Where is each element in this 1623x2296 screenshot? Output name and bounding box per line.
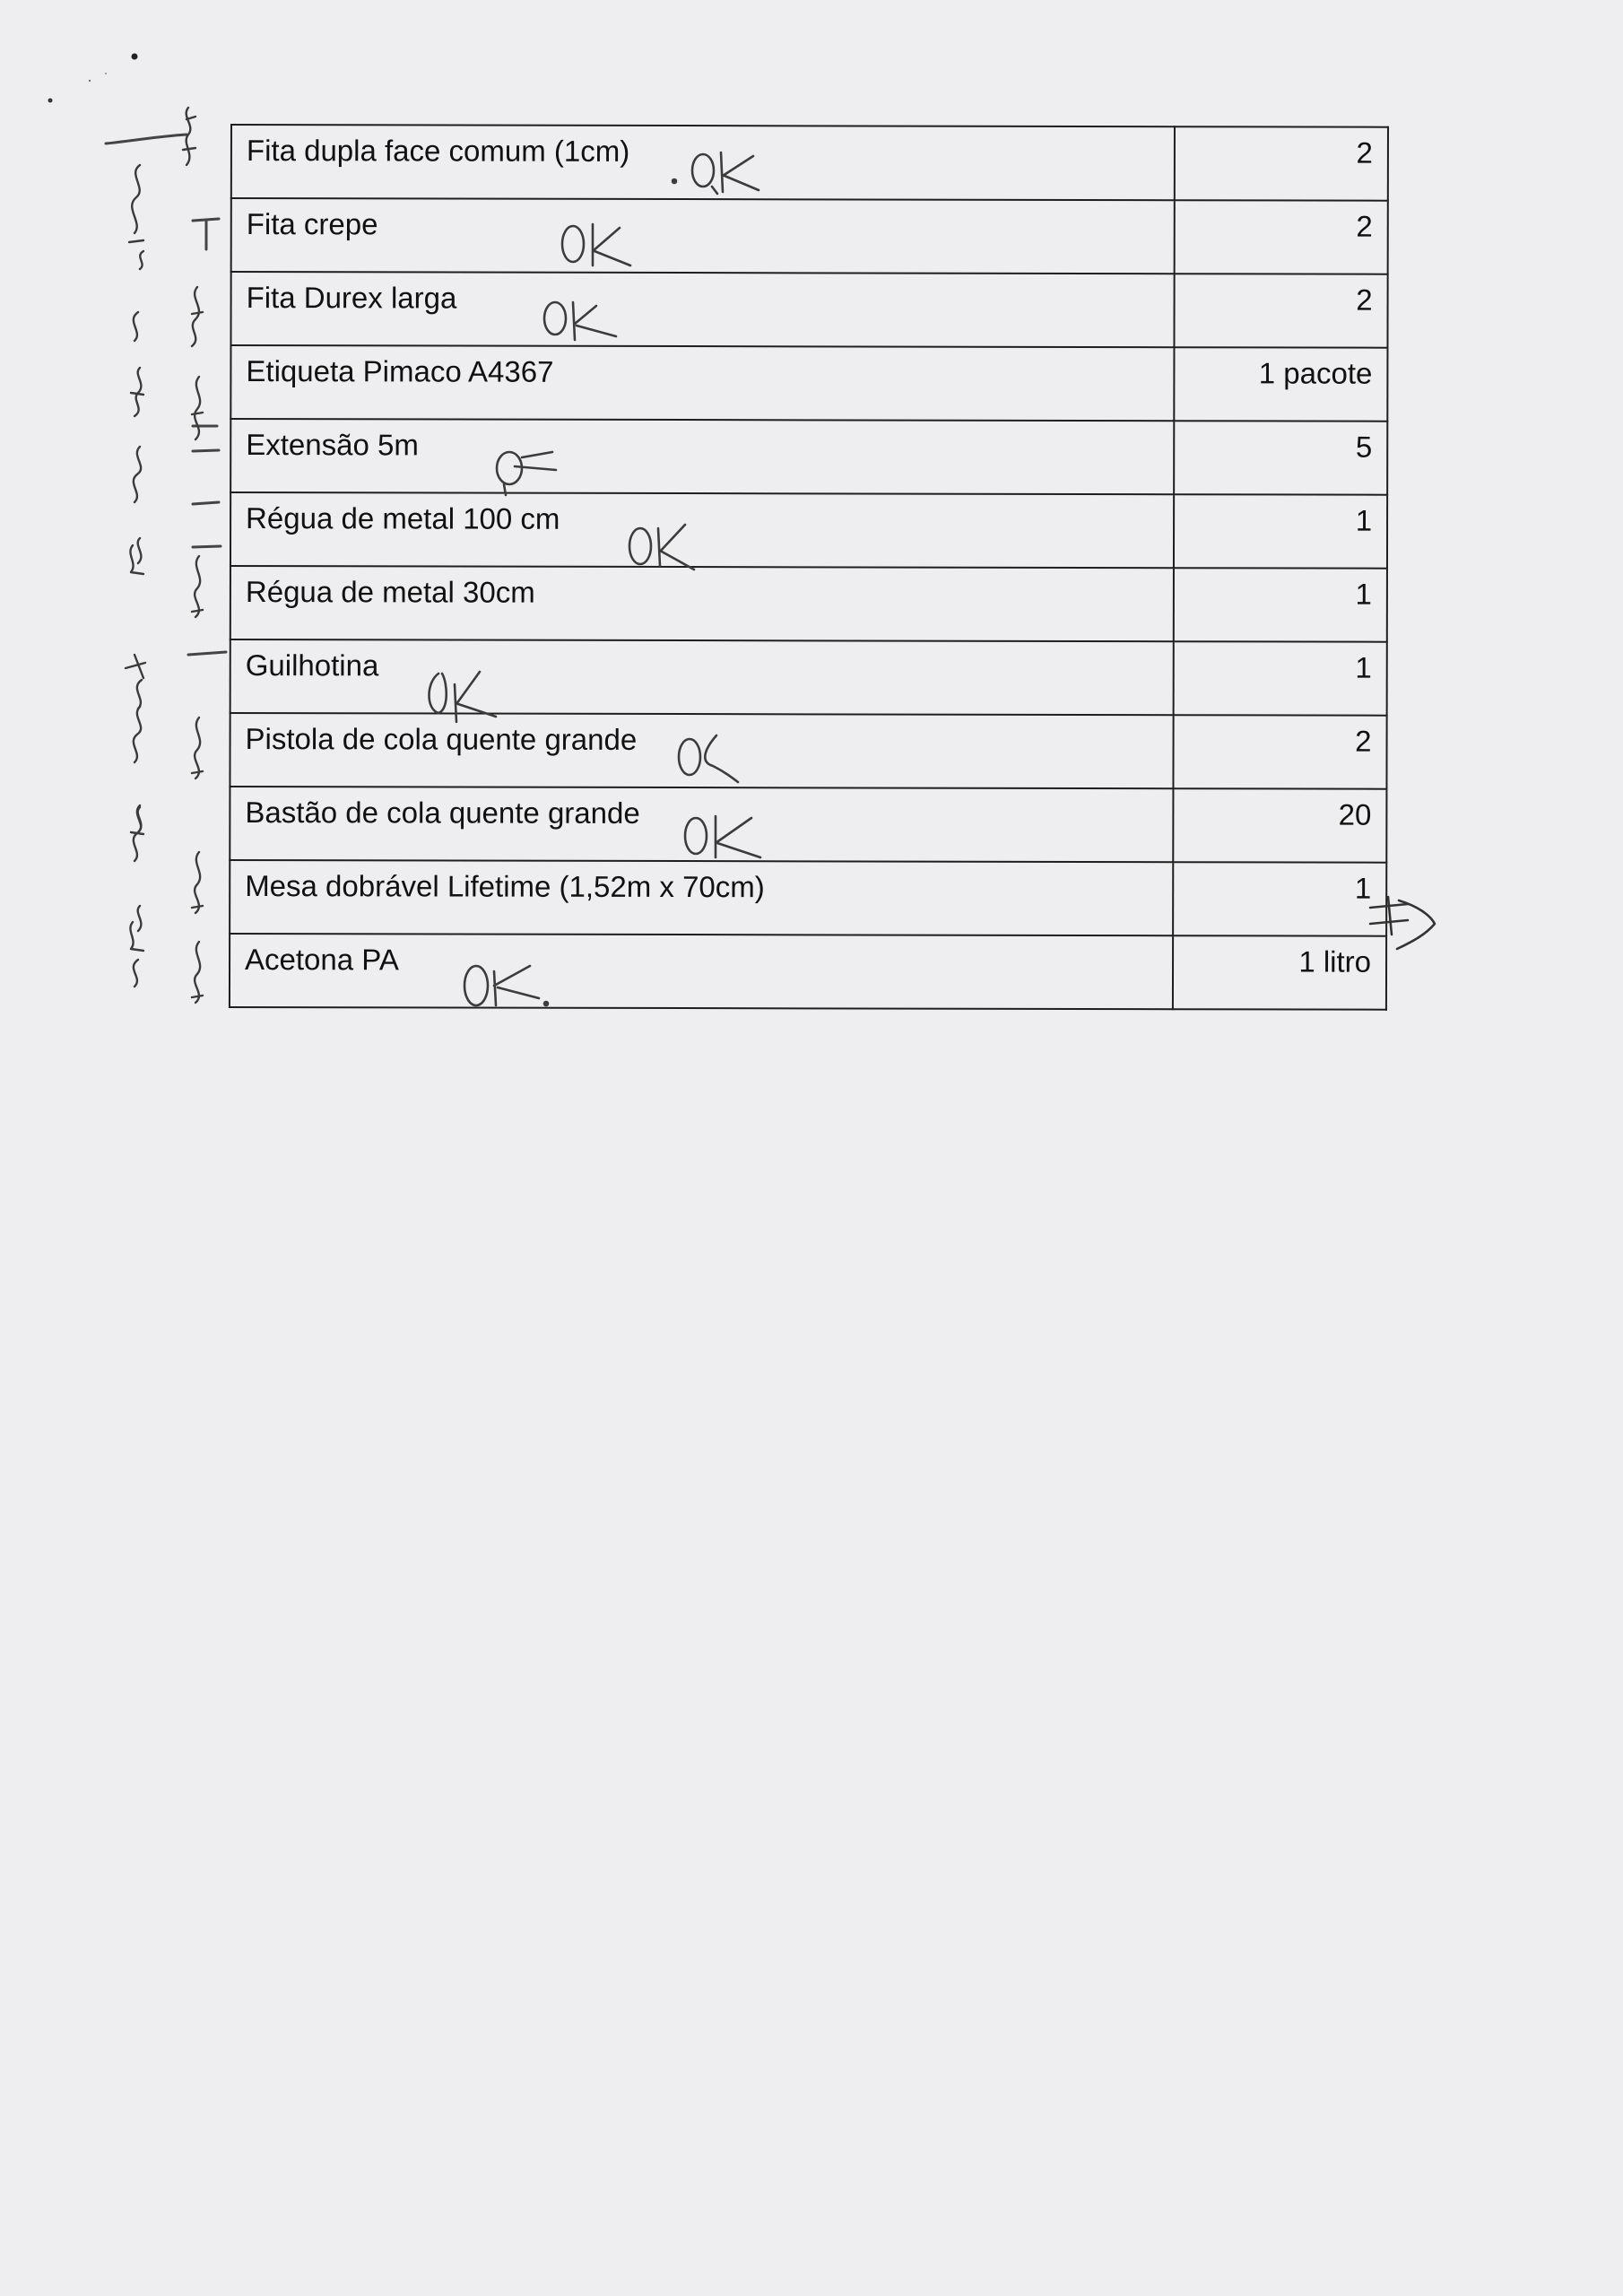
scribble-1 <box>183 108 195 165</box>
margin-scribbles <box>126 108 203 1003</box>
item-qty: 1 pacote <box>1258 356 1373 390</box>
ink-speck <box>48 99 53 103</box>
item-qty-cell <box>1175 200 1388 274</box>
pencil-tick <box>106 135 187 144</box>
scribble-4 <box>131 312 143 416</box>
item-name: Guilhotina <box>245 648 379 683</box>
item-name: Régua de metal 30cm <box>245 575 535 609</box>
item-qty: 1 <box>1354 871 1372 905</box>
item-qty-cell <box>1174 715 1387 788</box>
scribble-11 <box>192 852 203 913</box>
table-row <box>230 860 1386 936</box>
item-name: Mesa dobrável Lifetime (1,52m x 70cm) <box>245 869 765 904</box>
item-name: Fita crepe <box>246 207 378 241</box>
table-row <box>230 713 1386 789</box>
item-qty-cell <box>1174 788 1387 862</box>
table-row <box>230 492 1387 569</box>
item-name: Etiqueta Pimaco A4367 <box>246 354 554 388</box>
item-qty: 1 litro <box>1298 944 1372 978</box>
table-row <box>230 419 1387 495</box>
scribble-9 <box>192 718 203 778</box>
scribble-8 <box>126 655 145 709</box>
table-row <box>230 345 1387 422</box>
item-name-cell <box>230 272 1174 347</box>
item-qty-cell <box>1174 421 1387 494</box>
table-row <box>230 934 1386 1010</box>
ink-speck <box>89 80 91 82</box>
item-name: Bastão de cola quente grande <box>245 796 640 830</box>
item-qty-cell <box>1174 494 1387 568</box>
item-qty: 2 <box>1356 209 1373 243</box>
item-qty-cell <box>1173 862 1386 935</box>
item-name-cell <box>230 419 1174 494</box>
table-row <box>230 787 1386 863</box>
items-table <box>229 124 1389 1011</box>
table-row <box>230 272 1387 348</box>
item-name-cell <box>231 198 1175 274</box>
item-name: Régua de metal 100 cm <box>246 501 560 535</box>
pencil-tick <box>188 652 226 655</box>
item-qty: 1 <box>1355 650 1372 684</box>
item-name: Fita Durex larga <box>246 281 457 315</box>
scribble-7 <box>192 556 203 617</box>
pencil-tick <box>193 502 219 504</box>
scribble-12 <box>130 805 143 987</box>
scribble-5 <box>192 377 203 439</box>
item-qty: 5 <box>1355 430 1373 464</box>
item-name: Extensão 5m <box>246 428 419 462</box>
item-qty: 1 <box>1355 503 1373 537</box>
scribble-3 <box>192 287 203 346</box>
item-name-cell <box>230 713 1173 788</box>
item-qty-cell <box>1174 568 1387 641</box>
pencil-tick <box>193 546 221 547</box>
scribble-2 <box>129 165 143 269</box>
item-qty: 2 <box>1356 283 1373 317</box>
item-name-cell <box>231 125 1175 200</box>
item-name-cell <box>230 639 1174 715</box>
ink-speck <box>105 73 107 74</box>
item-name: Pistola de cola quente grande <box>245 722 638 756</box>
item-qty-cell <box>1175 274 1388 347</box>
table-row <box>230 566 1387 642</box>
item-name-cell <box>230 860 1173 935</box>
item-qty: 20 <box>1338 797 1372 831</box>
pencil-tick <box>193 219 219 221</box>
scribble-13 <box>192 942 203 1003</box>
table-row <box>230 639 1387 716</box>
item-name-cell <box>230 934 1173 1009</box>
item-name: Acetona PA <box>245 943 399 977</box>
scribble-6 <box>130 447 143 574</box>
item-qty-cell <box>1175 126 1388 200</box>
item-qty-cell <box>1175 347 1388 421</box>
item-name: Fita dupla face comum (1cm) <box>246 134 630 168</box>
pencil-ticks <box>106 135 226 655</box>
item-name-cell <box>230 787 1173 862</box>
item-name-cell <box>230 492 1174 568</box>
item-qty-cell <box>1173 935 1386 1009</box>
item-qty: 2 <box>1355 724 1372 758</box>
item-qty: 1 <box>1355 577 1372 611</box>
item-qty-cell <box>1174 641 1387 715</box>
pencil-tick <box>193 450 219 451</box>
table-row <box>231 198 1388 274</box>
item-name-cell <box>230 566 1174 641</box>
item-qty: 2 <box>1356 135 1373 170</box>
table-row <box>231 125 1388 201</box>
scribble-10 <box>131 707 143 834</box>
ink-speck <box>132 54 138 60</box>
item-name-cell <box>230 345 1174 421</box>
